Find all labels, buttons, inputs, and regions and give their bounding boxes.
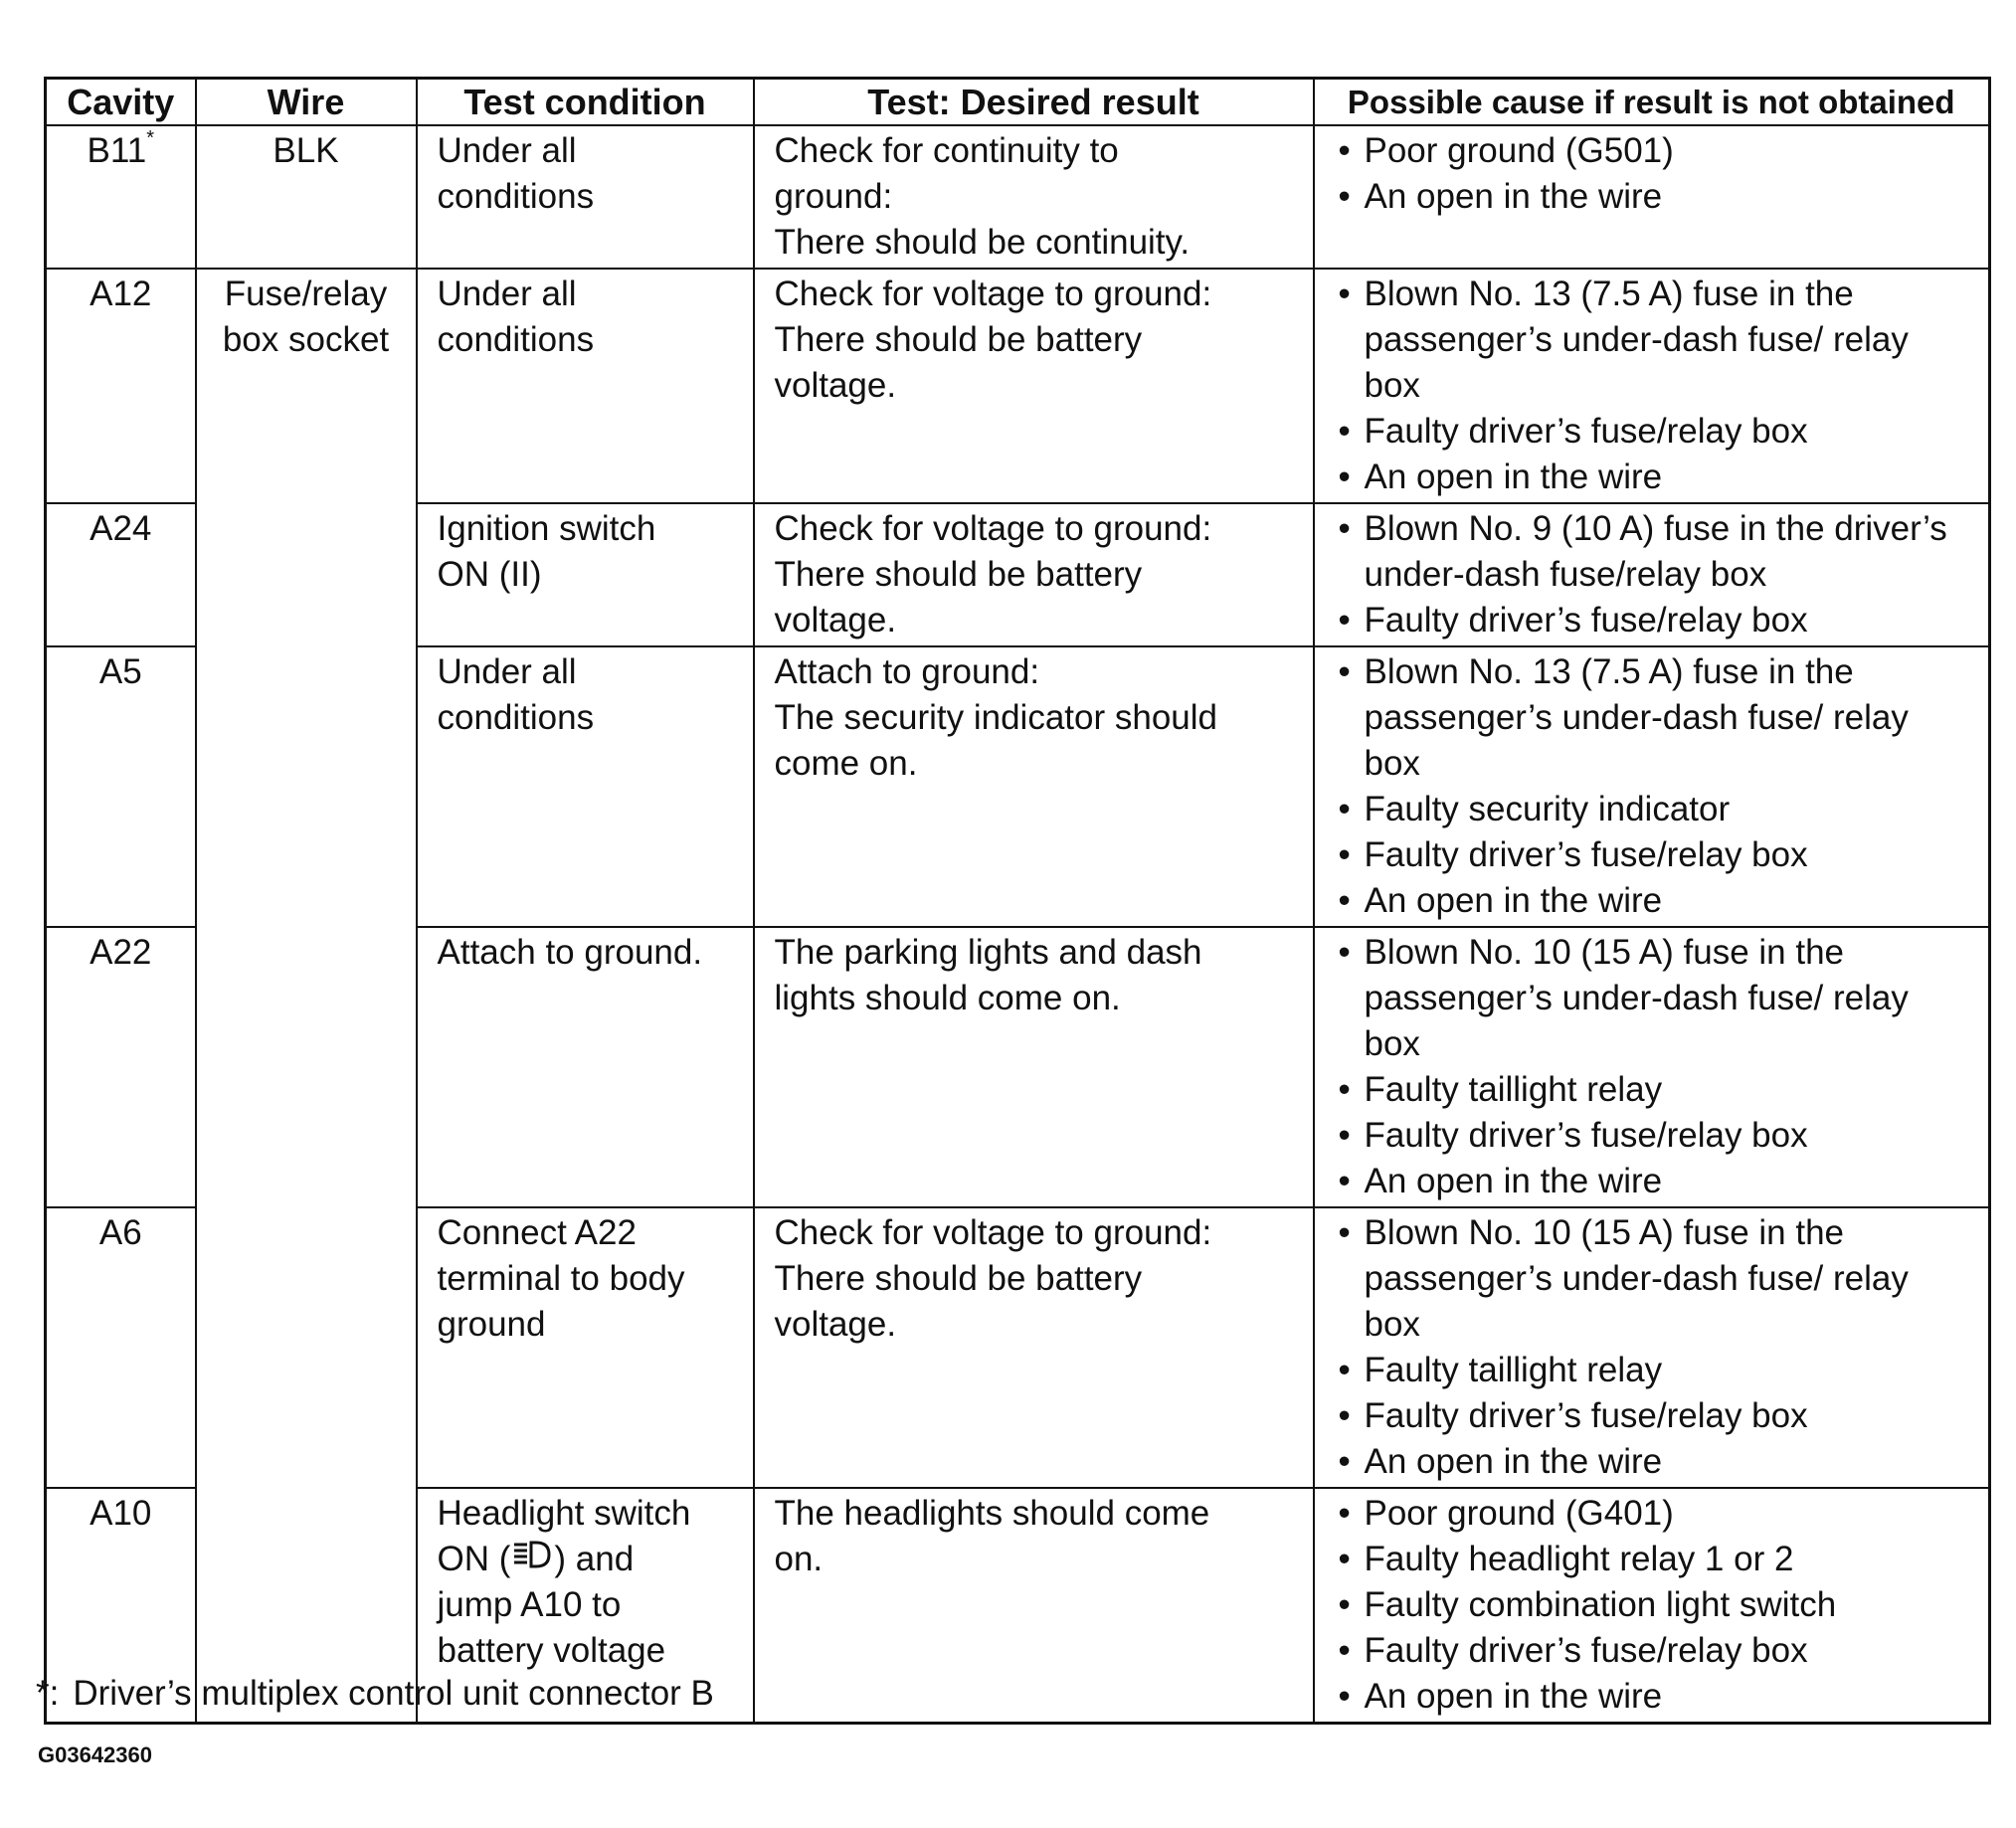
list-item: • Faulty driver’s fuse/relay box [1335, 1628, 1975, 1674]
diagnostic-table-container [44, 77, 1988, 1725]
list-item: • Blown No. 13 (7.5 A) fuse in the passenger’s under-dash fuse/ relay box [1335, 272, 1975, 409]
condition-cell: Headlight switch ON ( ) and jump A10 to battery voltage [417, 1488, 754, 1724]
list-item: • Blown No. 10 (15 A) fuse in the passenger’s under-dash fuse/ relay box [1335, 1210, 1975, 1348]
figure-id: G03642360 [38, 1742, 152, 1767]
list-item: • Faulty driver’s fuse/relay box [1335, 598, 1975, 643]
diagnostic-table [44, 77, 1991, 1725]
list-item: • Blown No. 10 (15 A) fuse in the passenger’s under-dash fuse/ relay box [1335, 930, 1975, 1067]
condition-cell: Connect A22 terminal to body ground [417, 1207, 754, 1488]
list-item: • An open in the wire [1335, 1674, 1975, 1720]
cavity-cell: A24 [46, 503, 196, 646]
header-possible-cause: Possible cause if result is not obtained [1314, 79, 1990, 126]
result-cell: The headlights should come on. [754, 1488, 1314, 1724]
result-cell: Check for continuity to ground: There should be continuity. [754, 125, 1314, 269]
result-cell: The parking lights and dash lights should come on. [754, 927, 1314, 1207]
header-wire: Wire [196, 79, 417, 126]
header-test-condition: Test condition [417, 79, 754, 126]
list-item: • Blown No. 13 (7.5 A) fuse in the passenger’s under-dash fuse/ relay box [1335, 649, 1975, 787]
list-item: • Blown No. 9 (10 A) fuse in the driver’s under-dash fuse/relay box [1335, 506, 1975, 598]
condition-cell: Under all conditions [417, 646, 754, 927]
cause-cell [1314, 1207, 1990, 1488]
list-item: • An open in the wire [1335, 174, 1975, 220]
list-item: • Faulty headlight relay 1 or 2 [1335, 1537, 1975, 1582]
result-cell: Check for voltage to ground: There should be battery voltage. [754, 1207, 1314, 1488]
condition-cell: Under all conditions [417, 269, 754, 503]
cause-cell [1314, 646, 1990, 927]
condition-cell: Ignition switch ON (II) [417, 503, 754, 646]
wire-cell: Fuse/relay box socket [196, 269, 417, 1724]
list-item: • An open in the wire [1335, 455, 1975, 500]
footnote-mark: *: [36, 1674, 60, 1713]
cause-cell [1314, 1488, 1990, 1724]
footnote-text: Driver’s multiplex control unit connector B [73, 1674, 714, 1713]
cavity-cell: A10 [46, 1488, 196, 1724]
result-cell: Check for voltage to ground: There should be battery voltage. [754, 503, 1314, 646]
cause-cell [1314, 927, 1990, 1207]
list-item: • Faulty driver’s fuse/relay box [1335, 1113, 1975, 1159]
footnote [36, 1674, 714, 1714]
cause-cell [1314, 269, 1990, 503]
table-row [46, 269, 1990, 503]
list-item: • An open in the wire [1335, 1439, 1975, 1485]
condition-cell: Under all conditions [417, 125, 754, 269]
list-item: • Faulty taillight relay [1335, 1067, 1975, 1113]
header-desired-result: Test: Desired result [754, 79, 1314, 126]
cavity-cell: A12 [46, 269, 196, 503]
list-item: • Faulty taillight relay [1335, 1348, 1975, 1393]
list-item: • Poor ground (G501) [1335, 128, 1975, 174]
condition-cell: Attach to ground. [417, 927, 754, 1207]
wire-cell: BLK [196, 125, 417, 269]
list-item: • Faulty driver’s fuse/relay box [1335, 409, 1975, 455]
list-item: • Faulty driver’s fuse/relay box [1335, 1393, 1975, 1439]
footnote-marker: * [146, 127, 154, 149]
cavity-cell: A6 [46, 1207, 196, 1488]
cause-cell [1314, 125, 1990, 269]
list-item: • An open in the wire [1335, 1159, 1975, 1204]
list-item: • An open in the wire [1335, 878, 1975, 924]
table-row [46, 125, 1990, 269]
cavity-cell: A22 [46, 927, 196, 1207]
list-item: • Faulty combination light switch [1335, 1582, 1975, 1628]
cavity-cell: A5 [46, 646, 196, 927]
result-cell: Check for voltage to ground: There should be battery voltage. [754, 269, 1314, 503]
list-item: • Faulty driver’s fuse/relay box [1335, 832, 1975, 878]
list-item: • Faulty security indicator [1335, 787, 1975, 832]
header-row [46, 79, 1990, 126]
header-cavity: Cavity [46, 79, 196, 126]
result-cell: Attach to ground: The security indicator should come on. [754, 646, 1314, 927]
cause-cell [1314, 503, 1990, 646]
cavity-cell: B11* [46, 125, 196, 269]
list-item: • Poor ground (G401) [1335, 1491, 1975, 1537]
headlight-high-beam-icon [512, 1536, 552, 1581]
